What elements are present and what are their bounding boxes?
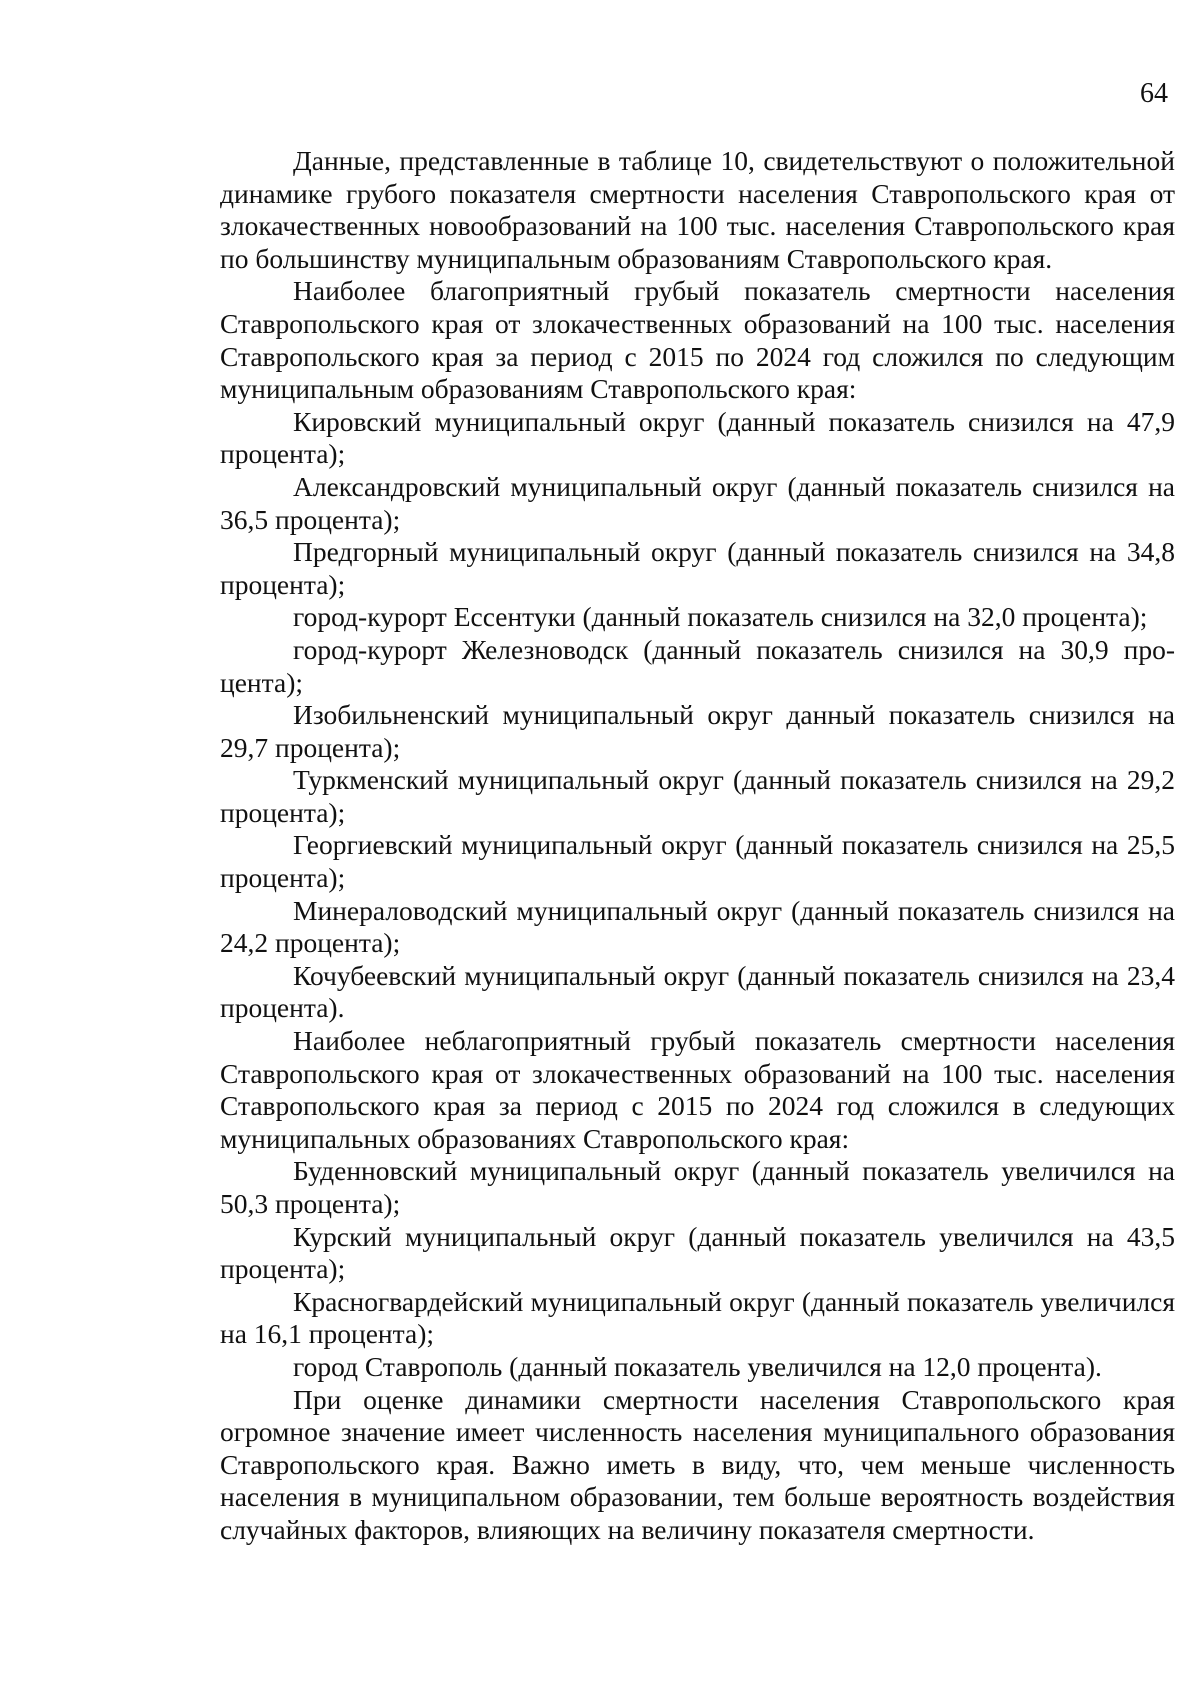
list-item-kursky: Курский муниципальный округ (данный показатель увеличился на 43,5 процента); xyxy=(220,1220,1175,1285)
list-item-kirovsky: Кировский муниципальный округ (данный показатель снизился на 47,9 процента); xyxy=(220,405,1175,470)
paragraph-population-note: При оценке динамики смертности населения Ставропольского края огромное значение имеет численность населения муниципального образования Ставропольского края. Важно иметь в виду, что, чем меньше численность населения в муниципальном образовании, тем больше вероятность воздействия случайных факторов, влияющих на величину показателя смертности. xyxy=(220,1383,1175,1545)
page-number: 64 xyxy=(1140,78,1168,109)
paragraph-table-10-summary: Данные, представленные в таблице 10, свидетельствуют о положительной динамике грубого показателя смертности населения Ставропольского края от злокачественных новообразований на 100 тыс. населения Ставропольского края по большинству муниципальным образованиям Ставропольского края. xyxy=(220,145,1175,274)
list-item-georgievsky: Георгиевский муниципальный округ (данный показатель снизился на 25,5 процента); xyxy=(220,829,1175,894)
paragraph-unfavorable-intro: Наиболее неблагоприятный грубый показатель смертности населения Ставропольского края от злокачественных образований на 100 тыс. населения Ставропольского края за период с 2015 по 2024 год сложился в следующих муниципальных образованиях Ставропольского края: xyxy=(220,1025,1175,1154)
list-item-essentuki: город-курорт Ессентуки (данный показатель снизился на 32,0 процента); xyxy=(293,601,1148,633)
list-item-mineralovodsky: Минераловодский муниципальный округ (данный показатель снизился на 24,2 процента); xyxy=(220,894,1175,959)
paragraph-favorable-intro: Наиболее благоприятный грубый показатель смертности населения Ставропольского края от злокачественных образований на 100 тыс. населения Ставропольского края за период с 2015 по 2024 год сложился по следующим муниципальным образованиям Ставропольского края: xyxy=(220,275,1175,405)
list-item-zheleznovodsk: город-курорт Железноводск (данный показатель снизился на 30,9 процента); xyxy=(220,633,1175,698)
list-item-krasnogvardeysky: Красногвардейский муниципальный округ (данный показатель увеличился на 16,1 процента); xyxy=(220,1285,1175,1350)
list-item-stavropol: город Ставрополь (данный показатель увеличился на 12,0 процента). xyxy=(293,1350,1102,1382)
list-item-kochubeevsky: Кочубеевский муниципальный округ (данный показатель снизился на 23,4 процента). xyxy=(220,959,1175,1024)
list-item-izobilnensky: Изобильненский муниципальный округ данный показатель снизился на 29,7 процента); xyxy=(220,699,1175,763)
list-item-turkmensky: Туркменский муниципальный округ (данный показатель снизился на 29,2 процента); xyxy=(220,764,1175,828)
document-body xyxy=(220,145,1175,1547)
list-item-budennovsky: Буденновский муниципальный округ (данный показатель увеличился на 50,3 процента); xyxy=(220,1155,1175,1219)
list-item-predgorny: Предгорный муниципальный округ (данный показатель снизился на 34,8 процента); xyxy=(220,536,1175,600)
list-item-aleksandrovsky: Александровский муниципальный округ (данный показатель снизился на 36,5 процента); xyxy=(220,470,1175,535)
